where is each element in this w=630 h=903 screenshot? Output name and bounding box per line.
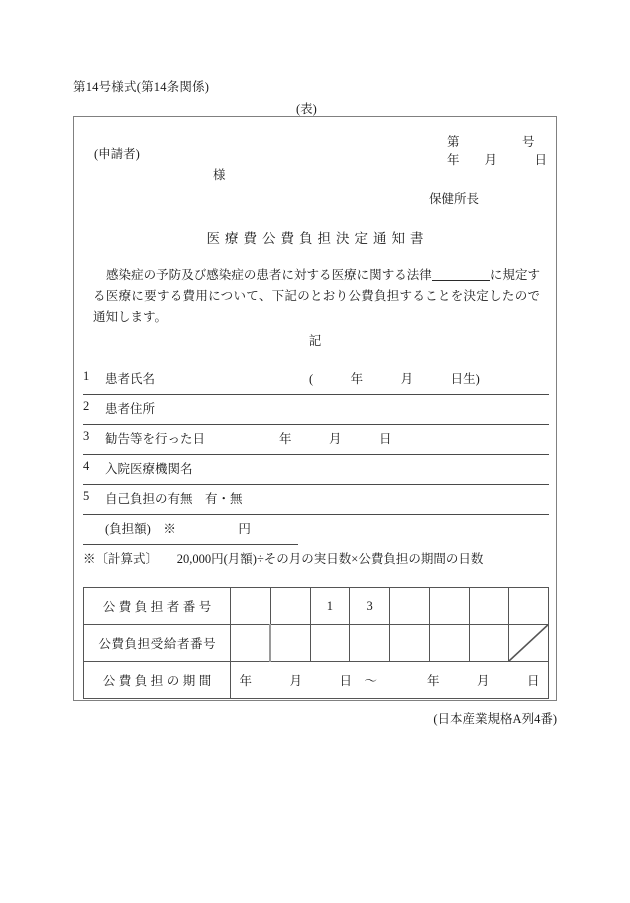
item-hospital-name xyxy=(83,455,549,485)
item-label: 勧告等を行った日 xyxy=(105,432,206,446)
row-label-recipient-number: 公費負担受給者番号 xyxy=(84,625,231,662)
item-number: 3 xyxy=(83,429,90,443)
item-label: 自己負担の有無 有・無 xyxy=(105,492,243,506)
period-value: 年 月 日 〜 年 月 日 xyxy=(239,674,540,688)
burden-amount-label: (負担額) ※ 円 xyxy=(105,522,251,536)
jis-paper-note: (日本産業規格A列4番) xyxy=(433,712,557,726)
item-number: 1 xyxy=(83,369,90,383)
item-number: 5 xyxy=(83,489,90,503)
item-patient-name xyxy=(83,365,549,395)
burden-amount-row xyxy=(83,515,298,545)
table-row-payer-number xyxy=(84,588,549,625)
form-code: 第14号様式(第14条関係) xyxy=(73,80,210,94)
payment-grid-table xyxy=(83,587,549,699)
recipient-digit-cell xyxy=(270,625,310,662)
recipient-digit-cell xyxy=(231,625,271,662)
item-self-payment xyxy=(83,485,549,515)
payer-digit-cell xyxy=(390,588,430,625)
item-patient-address xyxy=(83,395,549,425)
item-label: 入院医療機関名 xyxy=(105,462,193,476)
honorific-label: 様 xyxy=(213,168,226,182)
calculation-formula: ※〔計算式〕 20,000円(月額)÷その月の実日数×公費負担の期間の日数 xyxy=(83,552,484,566)
payer-digit-cell: 1 xyxy=(310,588,350,625)
diagonal-slash-icon xyxy=(509,625,548,661)
recipient-unused-cell xyxy=(509,625,549,662)
table-row-recipient-number xyxy=(84,625,549,662)
recipient-digit-cell xyxy=(350,625,390,662)
side-mark: (表) xyxy=(296,102,317,116)
item-recommendation-date xyxy=(83,425,549,455)
law-article-blank xyxy=(432,280,490,281)
page-title: 医療費公費負担決定通知書 xyxy=(206,231,429,246)
document-number-field: 第 号 xyxy=(447,135,535,149)
recipient-digit-cell xyxy=(469,625,509,662)
payer-digit-cell xyxy=(509,588,549,625)
row-label-payer-number: 公費負担者番号 xyxy=(84,588,231,625)
recipient-digit-cell xyxy=(390,625,430,662)
lead-text-part2: に規定する医療に要する費用について、下記のとおり公費負担することを決定したので通知します。 xyxy=(93,268,540,324)
payer-digit-cell xyxy=(469,588,509,625)
period-value-cell xyxy=(231,662,549,699)
recipient-digit-cell xyxy=(429,625,469,662)
item-number: 2 xyxy=(83,399,90,413)
lead-paragraph xyxy=(93,265,540,328)
row-label-period: 公費負担の期間 xyxy=(84,662,231,699)
table-row-period xyxy=(84,662,549,699)
recommendation-date-field: 年 月 日 xyxy=(279,432,392,446)
payer-digit-cell: 3 xyxy=(350,588,390,625)
lead-text-part1: 感染症の予防及び感染症の患者に対する医療に関する法律 xyxy=(106,268,432,282)
payer-digit-cell xyxy=(231,588,271,625)
item-number: 4 xyxy=(83,459,90,473)
document-date-field: 年 月 日 xyxy=(447,153,548,167)
patient-birthdate-field: ( 年 月 日生) xyxy=(309,372,480,386)
item-label: 患者住所 xyxy=(105,402,156,416)
issuer-label: 保健所長 xyxy=(429,192,480,206)
recipient-digit-cell xyxy=(310,625,350,662)
item-label: 患者氏名 xyxy=(105,372,156,386)
payer-digit-cell xyxy=(270,588,310,625)
ki-marker: 記 xyxy=(308,334,322,348)
payer-digit-cell xyxy=(429,588,469,625)
notification-form-box xyxy=(73,116,557,701)
applicant-label: (申請者) xyxy=(94,147,140,161)
